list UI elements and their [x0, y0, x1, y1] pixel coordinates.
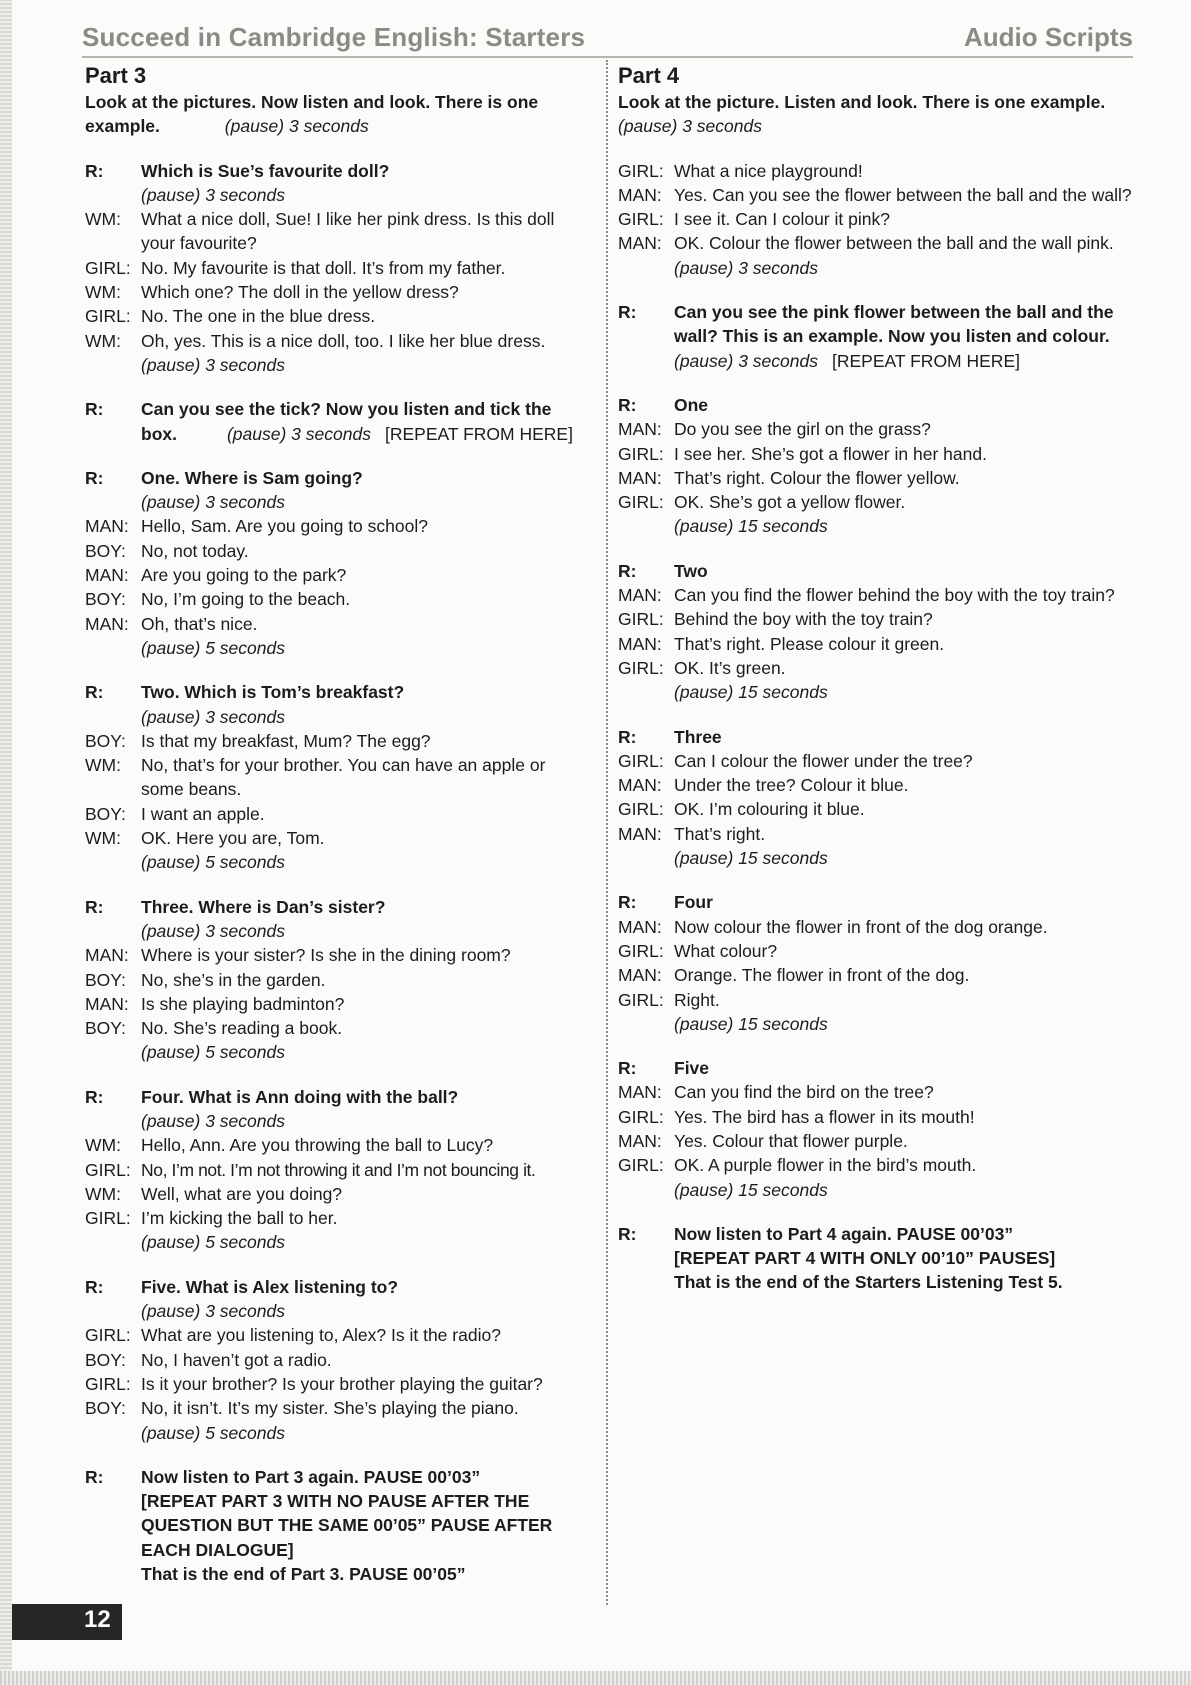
part3-column — [85, 62, 590, 1586]
part4-column — [618, 62, 1136, 1295]
r-line: R: Which is Sue’s favourite doll? — [85, 160, 390, 181]
dialogue-line: GIRL: I see it. Can I colour it pink? — [618, 209, 890, 230]
pause-note: (pause) 5 seconds — [141, 637, 285, 658]
dialogue-line: GIRL: OK. It’s green. — [618, 657, 786, 678]
dialogue-line: BOY: No, not today. — [85, 540, 249, 561]
part4-title: Part 4 — [618, 63, 680, 88]
dialogue-line: GIRL: Is it your brother? Is your brother playing the guitar? — [85, 1373, 543, 1394]
part3-tick-instruction: R: Can you see the tick? Now you listen and tick the box. (pause) 3 seconds [REPEAT FROM HERE] — [85, 399, 573, 444]
pause-note: (pause) 15 seconds — [674, 1179, 828, 1200]
dialogue-line: MAN: That’s right. — [618, 823, 766, 844]
dialogue-line: WM: Well, what are you doing? — [85, 1183, 343, 1204]
pause-note: (pause) 15 seconds — [674, 1013, 828, 1034]
part4-question-3: R: Three GIRL: Can I colour the flower under the tree? MAN: Under the tree? Colour it blue. GIRL: OK. I’m colouring it blue. MAN: That’s right. (pause) 15 seconds — [618, 725, 1136, 871]
column-divider — [606, 60, 608, 1605]
part4-ending: R: Now listen to Part 4 again. PAUSE 00’03” [REPEAT PART 4 WITH ONLY 00’10” PAUSES] That is the end of the Starters Listening Test 5. — [618, 1223, 1063, 1293]
part4-instruction: Look at the picture. Listen and look. There is one example. — [618, 92, 1106, 112]
pause-note: (pause) 3 seconds — [141, 184, 285, 205]
dialogue-line: BOY: No, it isn’t. It’s my sister. She’s playing the piano. — [85, 1398, 519, 1419]
pause-note: (pause) 3 seconds — [141, 1110, 285, 1131]
part3-question-5: R: Five. What is Alex listening to? (pause) 3 seconds GIRL: What are you listening to, Alex? Is it the radio? BOY: No, I haven’t got a radio. GIRL: Is it your brother? Is your brother playing the guitar? BOY: No, it isn’t. It’s my sister. She’s playing the piano. (pause) 5 seconds — [85, 1275, 590, 1445]
dialogue-line: MAN: Orange. The flower in front of the dog. — [618, 965, 970, 986]
part4-example — [618, 159, 1136, 280]
dialogue-line: MAN: Hello, Sam. Are you going to school? — [85, 516, 428, 537]
pause-note: (pause) 5 seconds — [141, 1232, 285, 1253]
dialogue-line: GIRL: I’m kicking the ball to her. — [85, 1208, 338, 1229]
part3-instruction: Look at the pictures. Now listen and look. There is one example. (pause) 3 seconds — [85, 92, 539, 137]
header-rule — [82, 56, 1133, 58]
part3-question-3: R: Three. Where is Dan’s sister? (pause) 3 seconds MAN: Where is your sister? Is she in the dining room? BOY: No, she’s in the garden. MAN: Is she playing badminton? BOY: No. She’s reading a book. (pause) 5 seconds — [85, 895, 590, 1065]
page-scan-edge-left — [0, 0, 12, 1685]
dialogue-line: GIRL: Can I colour the flower under the tree? — [618, 750, 973, 771]
dialogue-line: BOY: No, she’s in the garden. — [85, 969, 326, 990]
pause-note: (pause) 5 seconds — [141, 1422, 285, 1443]
dialogue-line: BOY: No, I’m going to the beach. — [85, 589, 351, 610]
dialogue-line: BOY: I want an apple. — [85, 803, 265, 824]
pause-note: (pause) 3 seconds — [674, 257, 818, 278]
part3-ending: R: Now listen to Part 3 again. PAUSE 00’03” [REPEAT PART 3 WITH NO PAUSE AFTER THE QUESTION BUT THE SAME 00’05” PAUSE AFTER EACH DIALOGUE] That is the end of Part 3. PAUSE 00’05” — [85, 1466, 553, 1585]
dialogue-line: MAN: Yes. Colour that flower purple. — [618, 1130, 908, 1151]
pause-note: (pause) 3 seconds — [141, 492, 285, 513]
pause-note: (pause) 15 seconds — [674, 848, 828, 869]
dialogue-line: MAN: Can you find the bird on the tree? — [618, 1082, 934, 1103]
dialogue-line: MAN: That’s right. Please colour it green. — [618, 633, 945, 654]
dialogue-line: WM: Which one? The doll in the yellow dress? — [85, 282, 459, 303]
pause-note: (pause) 5 seconds — [141, 852, 285, 873]
part4-question-5: R: Five MAN: Can you find the bird on the tree? GIRL: Yes. The bird has a flower in its mouth! MAN: Yes. Colour that flower purple. GIRL: OK. A purple flower in the bird’s mouth. (pause) 15 seconds — [618, 1056, 1136, 1202]
dialogue-line: BOY: Is that my breakfast, Mum? The egg? — [85, 730, 431, 751]
dialogue-line: MAN: Under the tree? Colour it blue. — [618, 775, 909, 796]
dialogue-line: WM: No, that’s for your brother. You can have an apple or some beans. — [85, 755, 546, 800]
page-scan-edge-bottom — [0, 1671, 1191, 1685]
running-header-section: Audio Scripts — [963, 22, 1133, 52]
pause-note: (pause) 3 seconds — [141, 354, 285, 375]
part4-question-1: R: One MAN: Do you see the girl on the grass? GIRL: I see her. She’s got a flower in her hand. MAN: That’s right. Colour the flower yellow. GIRL: OK. She’s got a yellow flower. (pause) 15 seconds — [618, 393, 1136, 539]
dialogue-line: MAN: That’s right. Colour the flower yellow. — [618, 467, 960, 488]
dialogue-line: WM: OK. Here you are, Tom. — [85, 828, 325, 849]
dialogue-line: GIRL: What colour? — [618, 940, 778, 961]
part4-question-2: R: Two MAN: Can you find the flower behind the boy with the toy train? GIRL: Behind the boy with the toy train? MAN: That’s right. Please colour it green. GIRL: OK. It’s green. (pause) 15 seconds — [618, 559, 1136, 705]
part3-example — [85, 159, 590, 378]
pause-note: (pause) 3 seconds — [141, 706, 285, 727]
pause-note: (pause) 3 seconds — [141, 1301, 285, 1322]
dialogue-line: MAN: Are you going to the park? — [85, 565, 347, 586]
pause-note: (pause) 5 seconds — [141, 1042, 285, 1063]
dialogue-line: MAN: Now colour the flower in front of the dog orange. — [618, 916, 1048, 937]
part3-question-1: R: One. Where is Sam going? (pause) 3 seconds MAN: Hello, Sam. Are you going to school? BOY: No, not today. MAN: Are you going to the park? BOY: No, I’m going to the beach. MAN: Oh, that’s nice. (pause) 5 seconds — [85, 466, 590, 660]
dialogue-line: MAN: Can you find the flower behind the boy with the toy train? — [618, 585, 1115, 606]
part4-question-4: R: Four MAN: Now colour the flower in front of the dog orange. GIRL: What colour? MAN: Orange. The flower in front of the dog. GIRL: Right. (pause) 15 seconds — [618, 890, 1136, 1036]
running-header-title: Succeed in Cambridge English: Starters — [82, 22, 586, 52]
dialogue-line: WM: Hello, Ann. Are you throwing the ball to Lucy? — [85, 1135, 494, 1156]
dialogue-line: BOY: No. She’s reading a book. — [85, 1018, 343, 1039]
dialogue-line: WM: What a nice doll, Sue! I like her pink dress. Is this doll your favourite? — [85, 209, 555, 254]
pause-note: (pause) 3 seconds [REPEAT FROM HERE] — [674, 350, 1020, 371]
dialogue-line: MAN: Oh, that’s nice. — [85, 613, 258, 634]
part4-instruction-pause: (pause) 3 seconds — [618, 116, 762, 137]
dialogue-line: WM: Oh, yes. This is a nice doll, too. I like her blue dress. — [85, 330, 546, 351]
dialogue-line: GIRL: I see her. She’s got a flower in her hand. — [618, 443, 987, 464]
page-number: 12 — [84, 1606, 111, 1633]
part3-question-4: R: Four. What is Ann doing with the ball? (pause) 3 seconds WM: Hello, Ann. Are you throwing the ball to Lucy? GIRL: No, I’m not. I’m not throwing it and I’m not bouncing it. WM: Well, what are you doing? GIRL: I’m kicking the ball to her. (pause) 5 seconds — [85, 1085, 590, 1255]
dialogue-line: MAN: Do you see the girl on the grass? — [618, 419, 931, 440]
pause-note: (pause) 15 seconds — [674, 682, 828, 703]
dialogue-line: GIRL: Yes. The bird has a flower in its mouth! — [618, 1106, 975, 1127]
dialogue-line: GIRL: What are you listening to, Alex? Is it the radio? — [85, 1325, 501, 1346]
dialogue-line: GIRL: No, I’m not. I’m not throwing it and I’m not bouncing it. — [85, 1159, 536, 1180]
dialogue-line: GIRL: OK. She’s got a yellow flower. — [618, 492, 906, 513]
part3-question-2: R: Two. Which is Tom’s breakfast? (pause) 3 seconds BOY: Is that my breakfast, Mum? The egg? WM: No, that’s for your brother. You can have an apple or some beans. BOY: I want an apple. WM: OK. Here you are, Tom. (pause) 5 seconds — [85, 680, 590, 874]
part4-r-example: R: Can you see the pink flower between the ball and the wall? This is an example. Now you listen and colour. (pause) 3 seconds [REPEAT FROM HERE] — [618, 300, 1136, 373]
dialogue-line: GIRL: No. My favourite is that doll. It’s from my father. — [85, 257, 506, 278]
part3-title: Part 3 — [85, 63, 147, 88]
dialogue-line: MAN: OK. Colour the flower between the ball and the wall pink. — [618, 233, 1114, 254]
dialogue-line: GIRL: OK. A purple flower in the bird’s mouth. — [618, 1155, 977, 1176]
dialogue-line: GIRL: Behind the boy with the toy train? — [618, 609, 933, 630]
dialogue-line: GIRL: Right. — [618, 989, 720, 1010]
pause-note: (pause) 3 seconds — [141, 920, 285, 941]
pause-note: (pause) 15 seconds — [674, 516, 828, 537]
dialogue-line: GIRL: What a nice playground! — [618, 160, 863, 181]
dialogue-line: MAN: Where is your sister? Is she in the dining room? — [85, 945, 511, 966]
dialogue-line: MAN: Is she playing badminton? — [85, 993, 345, 1014]
dialogue-line: BOY: No, I haven’t got a radio. — [85, 1349, 332, 1370]
dialogue-line: GIRL: No. The one in the blue dress. — [85, 306, 376, 327]
dialogue-line: MAN: Yes. Can you see the flower between the ball and the wall? — [618, 184, 1132, 205]
dialogue-line: GIRL: OK. I’m colouring it blue. — [618, 799, 865, 820]
